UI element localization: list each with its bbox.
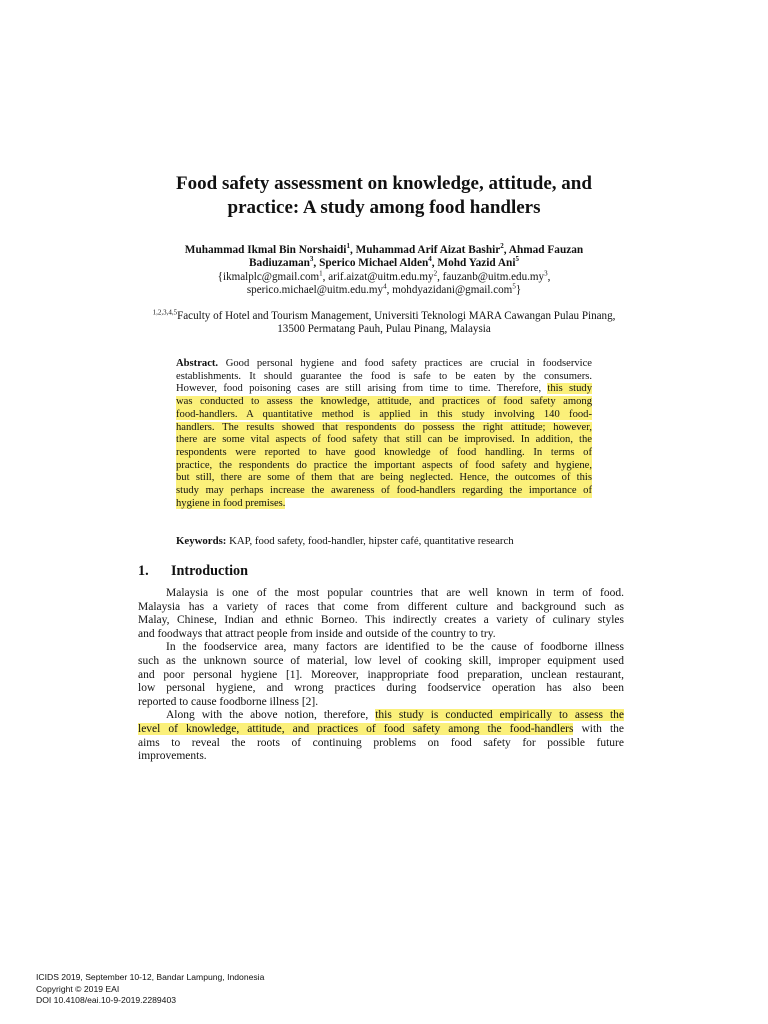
author-names — [90, 244, 678, 257]
body-line: In the foodservice area, many factors are identified to be the cause of foodborne illness — [166, 641, 624, 654]
abstract-text: Good personal hygiene and food safety practices are crucial in foodservice — [218, 358, 592, 369]
abstract-line-highlighted: respondents were reported to have good knowledge of food handling. In terms of — [176, 446, 592, 458]
author-3-part2: Badiuzaman — [249, 257, 310, 270]
body-line: and foodways that attract people from inside and outside of the country to try. — [138, 627, 496, 640]
body-line: Malay, Chinese, Indian and ethnic Borneo. This indirectly creates a variety of culinary styles — [138, 614, 624, 627]
body-line: reported to cause foodborne illness [2]. — [138, 695, 319, 708]
abstract-line-highlighted: study may perhaps increase the awareness of food-handlers regarding the importance of — [176, 485, 592, 497]
footer — [36, 972, 264, 1007]
affiliation-text: Faculty of Hotel and Tourism Management, Universiti Teknologi MARA Cawangan Pulau Pinang, — [177, 310, 616, 322]
author-1: Muhammad Ikmal Bin Norshaidi — [184, 244, 347, 256]
highlighted-text: hygiene in food premises. — [176, 497, 286, 509]
paragraph — [138, 709, 624, 763]
affiliation-line — [120, 310, 648, 323]
highlighted-text: A quantitative method is applied in this study involving 140 food- — [237, 408, 592, 420]
author-emails — [90, 284, 678, 297]
title-line: Food safety assessment on knowledge, attitude, and — [176, 173, 592, 194]
abstract-line — [176, 383, 592, 396]
affiliation — [120, 310, 648, 337]
introduction-body — [138, 587, 624, 764]
email-1-sup: 1 — [319, 269, 323, 278]
highlighted-text: level of knowledge, attitude, and practices of food safety among the food-handlers — [138, 722, 574, 735]
body-line: Malaysia has a variety of races that come from different culture and background such as — [138, 600, 624, 613]
abstract-line-highlighted: handlers. The results showed that respondents do possess the right attitude; however, — [176, 421, 592, 433]
affiliation-line: 13500 Permatang Pauh, Pulau Pinang, Malaysia — [277, 323, 491, 336]
body-line — [138, 709, 624, 723]
email-5-sup: 5 — [512, 282, 516, 291]
keywords-text: KAP, food safety, food-handler, hipster café, quantitative research — [226, 535, 514, 547]
email-3: , fauzanb@uitm.edu.my — [437, 270, 545, 283]
paragraph — [138, 587, 624, 641]
abstract-line-highlighted: was conducted to assess the knowledge, attitude, and practices of food safety among — [176, 396, 592, 408]
email-2: , arif.aizat@uitm.edu.my — [322, 270, 434, 283]
section-number: 1. — [138, 563, 149, 579]
copyright: Copyright © 2019 EAI — [36, 983, 120, 994]
abstract-line-highlighted: there are some vital aspects of food safety that still can be improvised. In addition, the — [176, 434, 592, 446]
title-line: practice: A study among food handlers — [227, 197, 541, 218]
abstract-label: Abstract. — [176, 358, 219, 369]
body-line: and poor personal hygiene [1]. Moreover, inappropriate food preparation, unclean restaurant, — [138, 668, 624, 681]
body-line: aims to reveal the roots of continuing problems on food safety for possible future — [138, 736, 624, 749]
email-2-sup: 2 — [433, 269, 438, 278]
email-3-end: , — [547, 270, 551, 283]
author-block — [90, 244, 678, 298]
paragraph — [138, 641, 624, 709]
keywords — [176, 535, 514, 548]
author-5: , Mohd Yazid Ani — [431, 257, 516, 270]
conference-info: ICIDS 2019, September 10-12, Bandar Lampung, Indonesia — [36, 972, 265, 982]
author-3-sup: 3 — [309, 255, 314, 264]
author-5-sup: 5 — [515, 255, 519, 264]
body-line: Malaysia is one of the most popular countries that are well known in term of food. — [166, 587, 624, 599]
highlighted-text: this study is conducted empirically to assess the — [375, 709, 625, 722]
body-text: with the — [573, 722, 624, 735]
abstract-line — [176, 358, 592, 371]
email-1: {ikmalplc@gmail.com — [217, 270, 320, 283]
author-1-sup: 1 — [346, 242, 350, 251]
abstract-line — [176, 498, 592, 511]
author-2-sup: 2 — [500, 242, 504, 251]
keywords-label: Keywords: — [176, 535, 227, 547]
abstract-line-highlighted: practice, the respondents do practice the important aspects of food safety and hygiene, — [176, 459, 592, 471]
email-4: sperico.michael@uitm.edu.my — [246, 284, 384, 297]
abstract-line — [176, 409, 592, 422]
abstract-line: establishments. It should guarantee the food is safe to be eaten by the consumers. — [176, 370, 592, 382]
email-5: , mohdyazidani@gmail.com — [386, 284, 513, 297]
email-5-end: } — [515, 284, 522, 297]
affiliation-sup: 1,2,3,4,5 — [152, 308, 178, 317]
section-title: Introduction — [171, 563, 248, 579]
body-line: such as the unknown source of material, low level of cooking skill, improper equipment used — [138, 654, 624, 667]
author-4-sup: 4 — [428, 255, 432, 264]
email-4-sup: 4 — [383, 282, 387, 291]
doi: DOI 10.4108/eai.10-9-2019.2289403 — [36, 995, 176, 1005]
body-line: improvements. — [138, 750, 207, 763]
author-2: , Muhammad Arif Aizat Bashir — [349, 244, 501, 256]
abstract-line-highlighted: but still, there are some of them that are being neglected. Hence, the outcomes of this — [176, 472, 592, 484]
abstract — [176, 358, 592, 510]
author-3-part1: , Ahmad Fauzan — [503, 244, 584, 256]
paper-title — [100, 172, 668, 220]
highlighted-text: food-handlers. — [176, 408, 238, 420]
section-heading — [138, 562, 248, 580]
author-4: , Sperico Michael Alden — [313, 257, 429, 270]
highlighted-text: this study — [547, 383, 593, 395]
body-line: low personal hygiene, and wrong practices during foodservice operation has also been — [138, 682, 624, 695]
body-line — [138, 723, 624, 737]
abstract-text: However, food poisoning cases are still arising from time to time. Therefore, — [176, 383, 548, 395]
author-names — [90, 257, 678, 270]
body-text: Along with the above notion, therefore, — [166, 709, 376, 722]
email-3-sup: 3 — [544, 269, 548, 278]
